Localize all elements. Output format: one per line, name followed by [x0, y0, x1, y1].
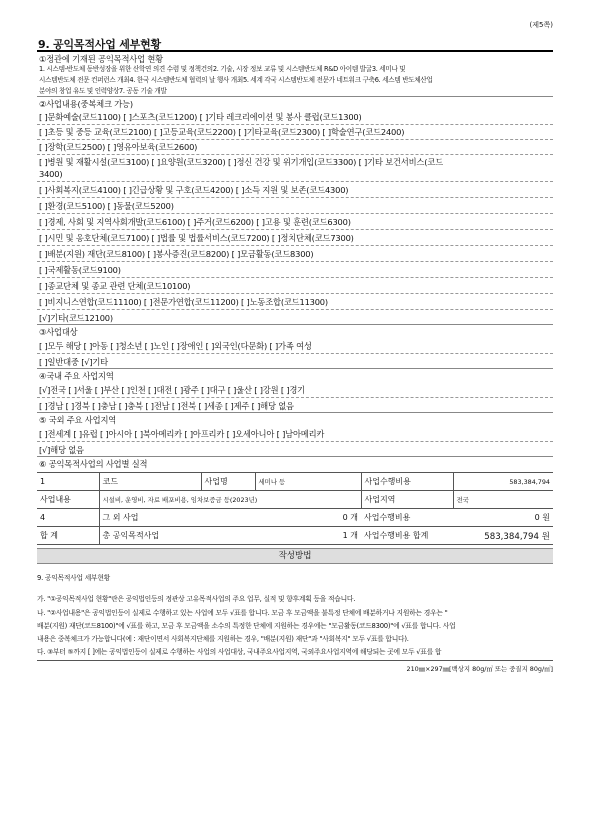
- table-row: [37, 509, 553, 527]
- s2-option-row[interactable]: [ ]시민 및 옹호단체(코드7100) [ ]법률 및 법률서비스(코드7200) [ ]정치단체(코드7300): [37, 232, 553, 246]
- form-number: (제5쪽): [529, 21, 553, 29]
- s3-option-row[interactable]: [ ]모두 해당 [ ]아동 [ ]청소년 [ ]노인 [ ]장애인 [ ]외국인(다문화) [ ]가족 여성: [37, 340, 553, 354]
- s5-option-row[interactable]: [ ]전세계 [ ]유럽 [ ]아시아 [ ]북아메리카 [ ]아프리카 [ ]오세아니아 [ ]남아메리카: [37, 428, 553, 442]
- row-number: 4: [37, 509, 99, 527]
- method-line: 가. "①공익목적사업 현황"란은 공익법인등의 정관상 고유목적사업의 주요 업무, 실적 및 향후계획 등을 적습니다.: [37, 595, 356, 603]
- s3-option-row[interactable]: [ ]일반대중 [√]기타: [37, 356, 553, 369]
- title-rule: [37, 50, 553, 52]
- method-line: 나. "②사업내용"은 공익법인등이 실제로 수행하고 있는 사업에 모두 √표를 합니다. 모금 후 모금액을 불특정 단체에 배분하거나 지원하는 경우는 ": [37, 609, 448, 617]
- content-value: 시설비, 운영비, 자료 배포비용, 임차보증금 등(2023년): [99, 491, 361, 509]
- performance-table: [37, 472, 553, 545]
- cost-label: 사업수행비용: [361, 509, 453, 527]
- total-cost-label: 사업수행비용 합계: [361, 527, 453, 545]
- s2-option-row[interactable]: [ ]국제활동(코드9100): [37, 264, 553, 278]
- s2-option-row[interactable]: [ ]사회복지(코드4100) [ ]긴급상황 및 구호(코드4200) [ ]소득 지원 및 보존(코드4300): [37, 184, 553, 198]
- s1-line: 시스템반도체 전문 컨퍼런스 개최4. 한국 시스템반도체 협력의 날 행사 개최5. 세계 각국 시스템반도체 전문가 네트워크 구축6. 세스템 반도체산업: [39, 76, 433, 84]
- count-unit: 개: [350, 513, 358, 522]
- s2-option-row[interactable]: [ ]장학(코드2500) [ ]영유아보육(코드2600): [37, 141, 553, 155]
- s3-heading: ③사업대상: [39, 327, 78, 337]
- total-cost-value: 583,384,794 원: [453, 527, 553, 545]
- s4-heading: ④국내 주요 사업지역: [39, 371, 114, 381]
- table-row: [37, 473, 553, 491]
- total-label: 합 계: [37, 527, 99, 545]
- s4-option-row[interactable]: [ ]경남 [ ]경북 [ ]충남 [ ]충북 [ ]전남 [ ]전북 [ ]세종 [ ]제주 [ ]해당 없음: [37, 400, 553, 413]
- row-number: 1: [37, 473, 99, 491]
- region-label: 사업지역: [361, 491, 453, 509]
- total-count: [201, 527, 361, 545]
- method-line: 배분(지원) 재단(코드8100)"에 √표를 하고, 모금 후 모금액을 소수의 특정한 단체에 지원하는 경우에는 "모금활동(코드8300)"에 √표를 합니다. 사업: [37, 622, 456, 630]
- s2-option-row[interactable]: [ ]병원 및 재활시설(코드3100) [ ]요양원(코드3200) [ ]정신 건강 및 위기개입(코드3300) [ ]기타 보건서비스(코드: [39, 157, 443, 167]
- cost-label: 사업수행비용: [361, 473, 453, 491]
- method-line: 내용은 중복체크가 가능합니다(예 : 재단이면서 사회복지단체를 지원하는 경우, "배분(지원) 재단"과 "사회복지" 모두 √표를 합니다).: [37, 635, 409, 643]
- section-title: 9. 공익목적사업 세부현황: [38, 38, 161, 51]
- s2-option-row[interactable]: [√]기타(코드12100): [37, 312, 553, 325]
- count-unit: 개: [350, 531, 358, 540]
- s4-option-row[interactable]: [√]전국 [ ]서울 [ ]부산 [ ]인천 [ ]대전 [ ]광주 [ ]대구 [ ]울산 [ ]강원 [ ]경기: [37, 384, 553, 398]
- business-name-label: 사업명: [201, 473, 255, 491]
- s2-option-row[interactable]: [ ]비지니스연합(코드11100) [ ]전문가연합(코드11200) [ ]노동조합(코드11300): [37, 296, 553, 310]
- method-sub: 9. 공익목적사업 세부현황: [37, 574, 110, 582]
- s2-option-row[interactable]: [ ]경제, 사회 및 지역사회개발(코드6100) [ ]주거(코드6200) [ ]고용 및 훈련(코드6300): [37, 216, 553, 230]
- s2-heading: ②사업내용(중복체크 가능): [39, 99, 133, 109]
- other-business-count: [201, 509, 361, 527]
- footer-rule: [37, 660, 553, 661]
- paper-spec: 210㎜×297㎜[백상지 80g/㎡ 또는 중질지 80g/㎡]: [406, 665, 553, 673]
- business-name-value: 세미나 등: [255, 473, 361, 491]
- s5-heading: ⑤ 국외 주요 사업지역: [39, 415, 117, 425]
- count-value: 1: [342, 531, 348, 540]
- s2-option-row[interactable]: [ ]문화예술(코드1100) [ ]스포츠(코드1200) [ ]기타 레크리에이션 및 봉사 클럽(코드1300): [37, 111, 553, 125]
- s2-option-row[interactable]: [ ]환경(코드5100) [ ]동물(코드5200): [37, 200, 553, 214]
- other-business-label: 그 외 사업: [99, 509, 201, 527]
- s2-option-row[interactable]: [ ]초등 및 중등 교육(코드2100) [ ]고등교육(코드2200) [ ]기타교육(코드2300) [ ]학술연구(코드2400): [37, 126, 553, 140]
- s2-option-row[interactable]: [ ]종교단체 및 종교 관련 단체(코드10100): [37, 280, 553, 294]
- s5-option-row[interactable]: [√]해당 없음: [37, 444, 553, 457]
- s2-option-row[interactable]: [ ]배분(지원) 재단(코드8100) [ ]봉사증진(코드8200) [ ]모금활동(코드8300): [37, 248, 553, 262]
- method-heading: 작성방법: [37, 548, 553, 564]
- s1-line: 분야의 창업 유도 및 인력양상7. 공동 기술 개발: [37, 86, 553, 97]
- s1-heading: ①정관에 기재된 공익목적사업 현황: [39, 54, 163, 64]
- region-value: 전국: [453, 491, 553, 509]
- cost-value: 583,384,794: [453, 473, 553, 491]
- total-sub-label: 총 공익목적사업: [99, 527, 201, 545]
- count-value: 0: [342, 513, 348, 522]
- s6-heading: ⑥ 공익목적사업의 사업별 실적: [39, 459, 148, 469]
- method-line: 다. ③부터 ⑤까지 [ ]에는 공익법인등이 실제로 수행하는 사업의 사업대상, 국내주요사업지역, 국외주요사업지역에 해당되는 곳에 모두 √표를 합: [37, 648, 442, 656]
- code-label: 코드: [99, 473, 201, 491]
- content-label: 사업내용: [37, 491, 99, 509]
- table-row: [37, 491, 553, 509]
- table-row: [37, 527, 553, 545]
- cost-value: 0 원: [453, 509, 553, 527]
- s1-line: 1. 시스템-반도체 동반성장을 위한 산학연 의견 수렴 및 정책건의2. 기술, 시장 정보 교류 및 시스템반도체 R&D 아이템 발굴3. 세미나 및: [39, 65, 406, 73]
- s2-option-row-cont: 3400): [37, 169, 553, 182]
